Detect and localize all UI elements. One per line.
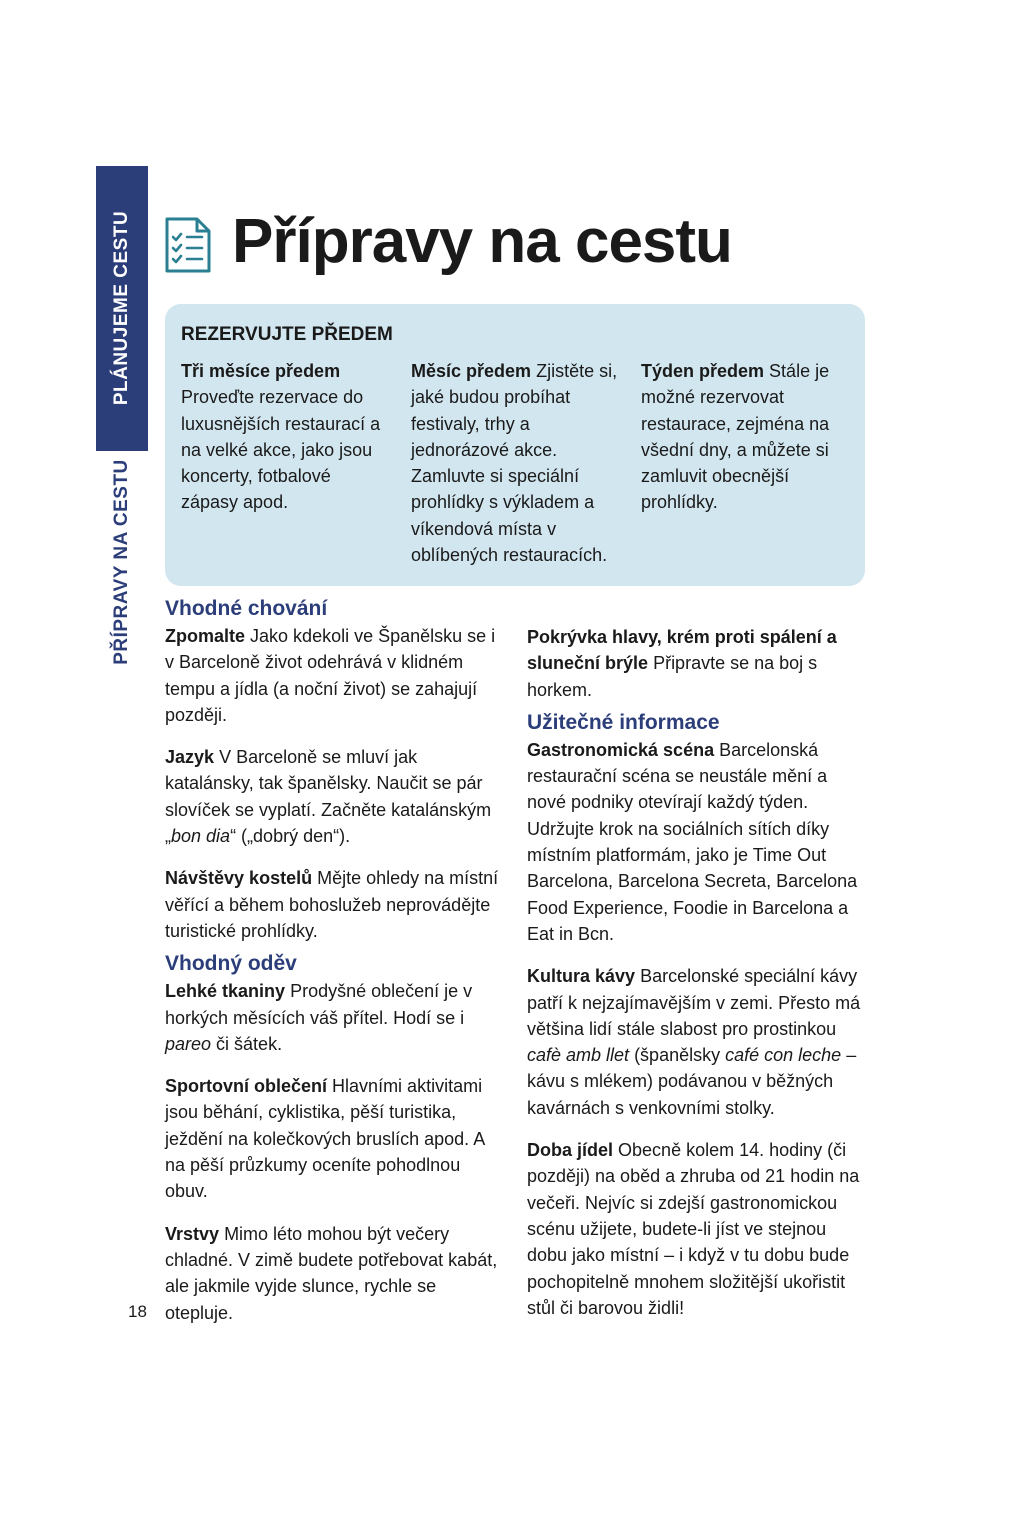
paragraph-italic: cafè amb llet xyxy=(527,1045,630,1066)
paragraph-lead: Zpomalte xyxy=(165,626,246,646)
paragraph-text: Mimo léto mohou být večery chladné. V zimě budete potřebovat kabát, ale jakmile vyjde slunce, rychle se otepluje. xyxy=(165,1223,498,1323)
right-column xyxy=(527,624,867,1337)
paragraph-text: Hlavními aktivitami jsou běhání, cyklistika, pěší turistika, ježdění na kolečkových bruslích apod. A na pěší průzkumy oceníte pohodlnou obuv. xyxy=(165,1076,485,1202)
paragraph-text: (španělsky xyxy=(629,1045,726,1066)
paragraph-text: Barcelonské speciální kávy patří k nejzajímavějším v zemi. Přesto má většina lidí stále slabost pro prostinkou xyxy=(527,966,861,1039)
paragraph xyxy=(527,963,867,1121)
paragraph xyxy=(527,624,867,703)
booking-column-lead: Měsíc předem xyxy=(411,361,532,381)
page-number: 18 xyxy=(128,1302,147,1321)
paragraph-text: Obecně kolem 14. hodiny (či později) na oběd a zhruba od 21 hodin na večeři. Nejvíc si zdejší gastronomickou scénu užijete, budete-li jíst ve stejnou dobu jako místní – i když v tu dobu bude pochopitelně mnohem složitější ukořistit stůl či barovou židli! xyxy=(527,1140,860,1318)
paragraph-text: či šátek. xyxy=(211,1033,283,1054)
paragraph-text: Jako kdekoli ve Španělsku se i v Barceloně život odehrává v klidném tempu a jídla (a noční život) se zahajují později. xyxy=(165,626,496,725)
paragraph-lead: Gastronomická scéna xyxy=(527,739,715,760)
sidebar-tab-label: PLÁNUJEME CESTU xyxy=(111,210,132,406)
paragraph-italic: café con leche xyxy=(725,1045,842,1066)
paragraph-text: – kávu s mlékem) podávanou v běžných kavárnách s venkovními stolky. xyxy=(527,1045,857,1118)
paragraph-italic: pareo xyxy=(165,1033,212,1054)
paragraph-lead: Doba jídel xyxy=(527,1140,614,1161)
paragraph xyxy=(527,737,867,947)
booking-box-heading: REZERVUJTE PŘEDEM xyxy=(181,324,393,345)
checklist-icon xyxy=(163,215,213,275)
sidebar-section-label: PŘÍPRAVY NA CESTU xyxy=(111,459,132,665)
left-column xyxy=(165,595,505,1342)
booking-column-lead: Tři měsíce předem xyxy=(181,361,341,381)
paragraph xyxy=(165,1221,505,1326)
paragraph-text: Barcelonská restaurační scéna se neustále mění a nové podniky otevírají každý týden. Udržujte krok na sociálních sítích díky místním platformám, jako je Time Out Barcelona, Barcelona Secreta, Barcelona Food Experience, Foodie in Barcelona a Eat in Bcn. xyxy=(527,739,858,944)
paragraph xyxy=(165,1073,505,1204)
paragraph-lead: Lehké tkaniny xyxy=(165,981,286,1002)
paragraph xyxy=(527,1137,867,1321)
paragraph-text: “ („dobrý den“). xyxy=(230,826,351,847)
paragraph-lead: Vrstvy xyxy=(165,1223,220,1244)
booking-column-lead: Týden předem xyxy=(641,361,765,381)
paragraph xyxy=(165,865,505,944)
paragraph-italic: bon dia xyxy=(171,826,231,847)
paragraph xyxy=(165,978,505,1057)
paragraph-text: Mějte ohledy na místní věřící a během bohoslužeb neprovádějte turistické prohlídky. xyxy=(165,868,499,941)
paragraph xyxy=(165,744,505,849)
section-heading-behavior: Vhodné chování xyxy=(165,597,328,620)
page-title: Přípravy na cestu xyxy=(232,207,732,276)
booking-column-text: Zjistěte si, jaké budou probíhat festivaly, trhy a jednorázové akce. Zamluvte si speciální prohlídky s výkladem a víkendová místa v oblíbených restauracích. xyxy=(411,361,618,566)
paragraph-lead: Pokrývka hlavy, krém proti spálení a sluneční brýle xyxy=(527,627,837,674)
booking-box xyxy=(165,304,865,586)
paragraph-lead: Sportovní oblečení xyxy=(165,1076,328,1097)
paragraph-text: Připravte se na boj s horkem. xyxy=(527,653,818,700)
paragraph-lead: Návštěvy kostelů xyxy=(165,868,313,889)
booking-column xyxy=(181,358,389,568)
booking-column xyxy=(641,358,849,568)
paragraph-lead: Jazyk xyxy=(165,747,215,768)
paragraph-text: V Barceloně se mluví jak katalánsky, tak španělsky. Naučit se pár slovíček se vyplatí. Začněte katalánským „ xyxy=(165,747,492,847)
paragraph xyxy=(165,623,505,728)
booking-column xyxy=(411,358,619,568)
section-heading-info: Užitečné informace xyxy=(527,710,720,734)
paragraph-text: Prodyšné oblečení je v horkých měsících váš přítel. Hodí se i xyxy=(165,981,473,1028)
section-heading-clothing: Vhodný oděv xyxy=(165,952,297,976)
booking-column-text: Stále je možné rezervovat restaurace, zejména na všední dny, a můžete si zamluvit obecnější prohlídky. xyxy=(641,361,830,513)
paragraph-lead: Kultura kávy xyxy=(527,966,636,987)
booking-column-text: Proveďte rezervace do luxusnějších restaurací a na velké akce, jako jsou koncerty, fotbalové zápasy apod. xyxy=(181,387,381,513)
